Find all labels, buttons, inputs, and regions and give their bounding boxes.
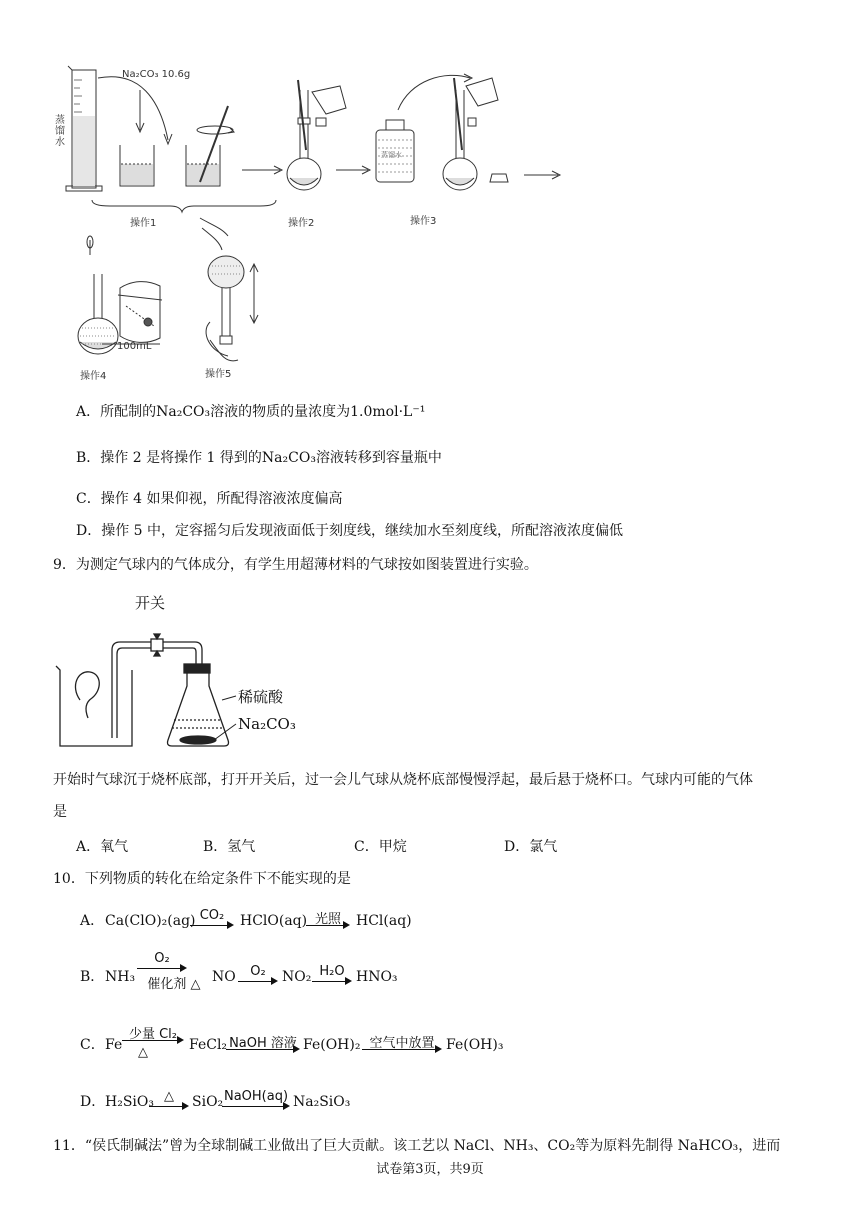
formula: Na₂CO₃ xyxy=(156,404,211,420)
q9-stem: 9．为测定气球内的气体成分，有学生用超薄材料的气球按如图装置进行实验。 xyxy=(53,557,538,573)
q10-option-a-letter: A． xyxy=(80,913,105,929)
condition: O₂ xyxy=(154,951,170,966)
bottle-label: 蒸馏水 xyxy=(381,151,402,159)
salt-mass-label: Na₂CO₃ 10.6g xyxy=(122,69,191,80)
q9-option-b: B．氢气 xyxy=(203,839,256,855)
volumetric-flask-2 xyxy=(287,80,346,190)
pour-arrow xyxy=(98,77,168,140)
concentration-value: 1.0mol·L⁻¹ xyxy=(350,404,426,420)
condition: 少量 Cl₂ xyxy=(128,1027,178,1042)
switch-valve xyxy=(151,634,163,656)
condition: O₂ xyxy=(250,964,266,979)
formula: Na₂CO₃ xyxy=(261,450,316,466)
species: NO₂ xyxy=(282,969,312,985)
species: HClO(aq) xyxy=(240,913,308,929)
op1-label: 操作1 xyxy=(130,218,157,229)
q9-description: 开始时气球沉于烧杯底部，打开开关后，过一会儿气球从烧杯底部慢慢浮起，最后悬于烧杯口。气球内可能的气体 xyxy=(53,772,753,788)
condition: 光照 xyxy=(314,912,341,927)
magnified-view xyxy=(120,282,160,343)
flask-stopper xyxy=(490,174,508,182)
condition: NaOH(aq) xyxy=(223,1089,289,1104)
reagent-bottle xyxy=(376,74,472,182)
option-text: 溶液转移到容量瓶中 xyxy=(315,450,442,466)
option-letter: B． xyxy=(76,450,101,466)
option-text: 所配制的 xyxy=(100,404,157,420)
species: NH₃ xyxy=(105,969,136,985)
op5-label: 操作5 xyxy=(205,369,232,380)
species: SiO₂ xyxy=(192,1094,224,1110)
option-letter: C． xyxy=(76,491,101,507)
species: Ca(ClO)₂(ag) xyxy=(105,913,196,929)
condition: H₂O xyxy=(319,964,345,979)
species: Fe xyxy=(105,1037,123,1053)
page-footer: 试卷第3页，共9页 xyxy=(376,1162,484,1177)
sodium-carbonate-label: Na₂CO₃ xyxy=(238,715,296,733)
q10-option-c-letter: C． xyxy=(80,1037,105,1053)
species: Na₂SiO₃ xyxy=(293,1094,351,1110)
op4-label: 操作4 xyxy=(80,371,107,382)
sodium-carbonate-solid xyxy=(180,736,216,744)
species: NO xyxy=(212,969,236,985)
q9-option-a: A．氧气 xyxy=(76,839,129,855)
balloon xyxy=(75,672,99,718)
species: H₂SiO₃ xyxy=(105,1094,154,1110)
species: HNO₃ xyxy=(356,969,398,985)
volume-100ml-label: 100mL xyxy=(117,341,152,352)
beaker xyxy=(56,666,132,746)
volumetric-flask-3 xyxy=(443,78,498,190)
op3-label: 操作3 xyxy=(410,216,437,227)
species: Fe(OH)₃ xyxy=(446,1037,504,1053)
species: Fe(OH)₂ xyxy=(303,1037,361,1053)
condition: CO₂ xyxy=(199,908,225,923)
beaker-2 xyxy=(186,106,234,186)
option-text: 操作 4 如果仰视，所配得溶液浓度偏高 xyxy=(100,491,343,507)
q8-option-a xyxy=(76,402,425,422)
flask-with-dropper xyxy=(78,236,118,354)
graduated-cylinder xyxy=(66,66,102,191)
switch-label: 开关 xyxy=(135,594,166,612)
q9-option-c: C．甲烷 xyxy=(354,839,407,855)
q9-option-d: D．氯气 xyxy=(504,839,558,855)
q8-option-d xyxy=(76,521,623,541)
conical-flask xyxy=(168,673,229,746)
species: FeCl₂ xyxy=(189,1037,228,1053)
op2-label: 操作2 xyxy=(288,218,315,229)
condition: NaOH 溶液 xyxy=(229,1036,297,1051)
q10-stem: 10．下列物质的转化在给定条件下不能实现的是 xyxy=(53,871,351,887)
option-letter: D． xyxy=(76,523,102,539)
dilute-sulfuric-acid-label: 稀硫酸 xyxy=(238,688,284,706)
q10-option-b-letter: B． xyxy=(80,969,105,985)
condition: △ xyxy=(164,1089,174,1104)
q10-option-d-letter: D． xyxy=(80,1094,106,1110)
beaker-1 xyxy=(120,145,154,186)
q11-stem: 11．“侯氏制碱法”曾为全球制碱工业做出了巨大贡献。该工艺以 NaCl、NH₃、CO₂等为原料先制得 NaHCO₃，进而 xyxy=(53,1138,781,1154)
species: HCl(aq) xyxy=(356,913,412,929)
condition: 催化剂 △ xyxy=(147,977,201,992)
option-letter: A． xyxy=(76,404,101,420)
flask-stopper xyxy=(184,664,210,673)
distilled-water-label: 蒸馏水 xyxy=(55,115,65,148)
condition: 空气中放置 xyxy=(369,1036,435,1051)
q9-description-end: 是 xyxy=(53,804,67,820)
option-text: 操作 2 是将操作 1 得到的 xyxy=(100,450,262,466)
option-text: 操作 5 中，定容摇匀后发现液面低于刻度线，继续加水至刻度线，所配溶液浓度偏低 xyxy=(101,523,624,539)
q8-option-b xyxy=(76,448,442,468)
condition: △ xyxy=(138,1045,148,1060)
hand-shaking-flask xyxy=(200,218,244,361)
option-text: 溶液的物质的量浓度为 xyxy=(210,404,351,420)
q8-option-c xyxy=(76,489,343,509)
